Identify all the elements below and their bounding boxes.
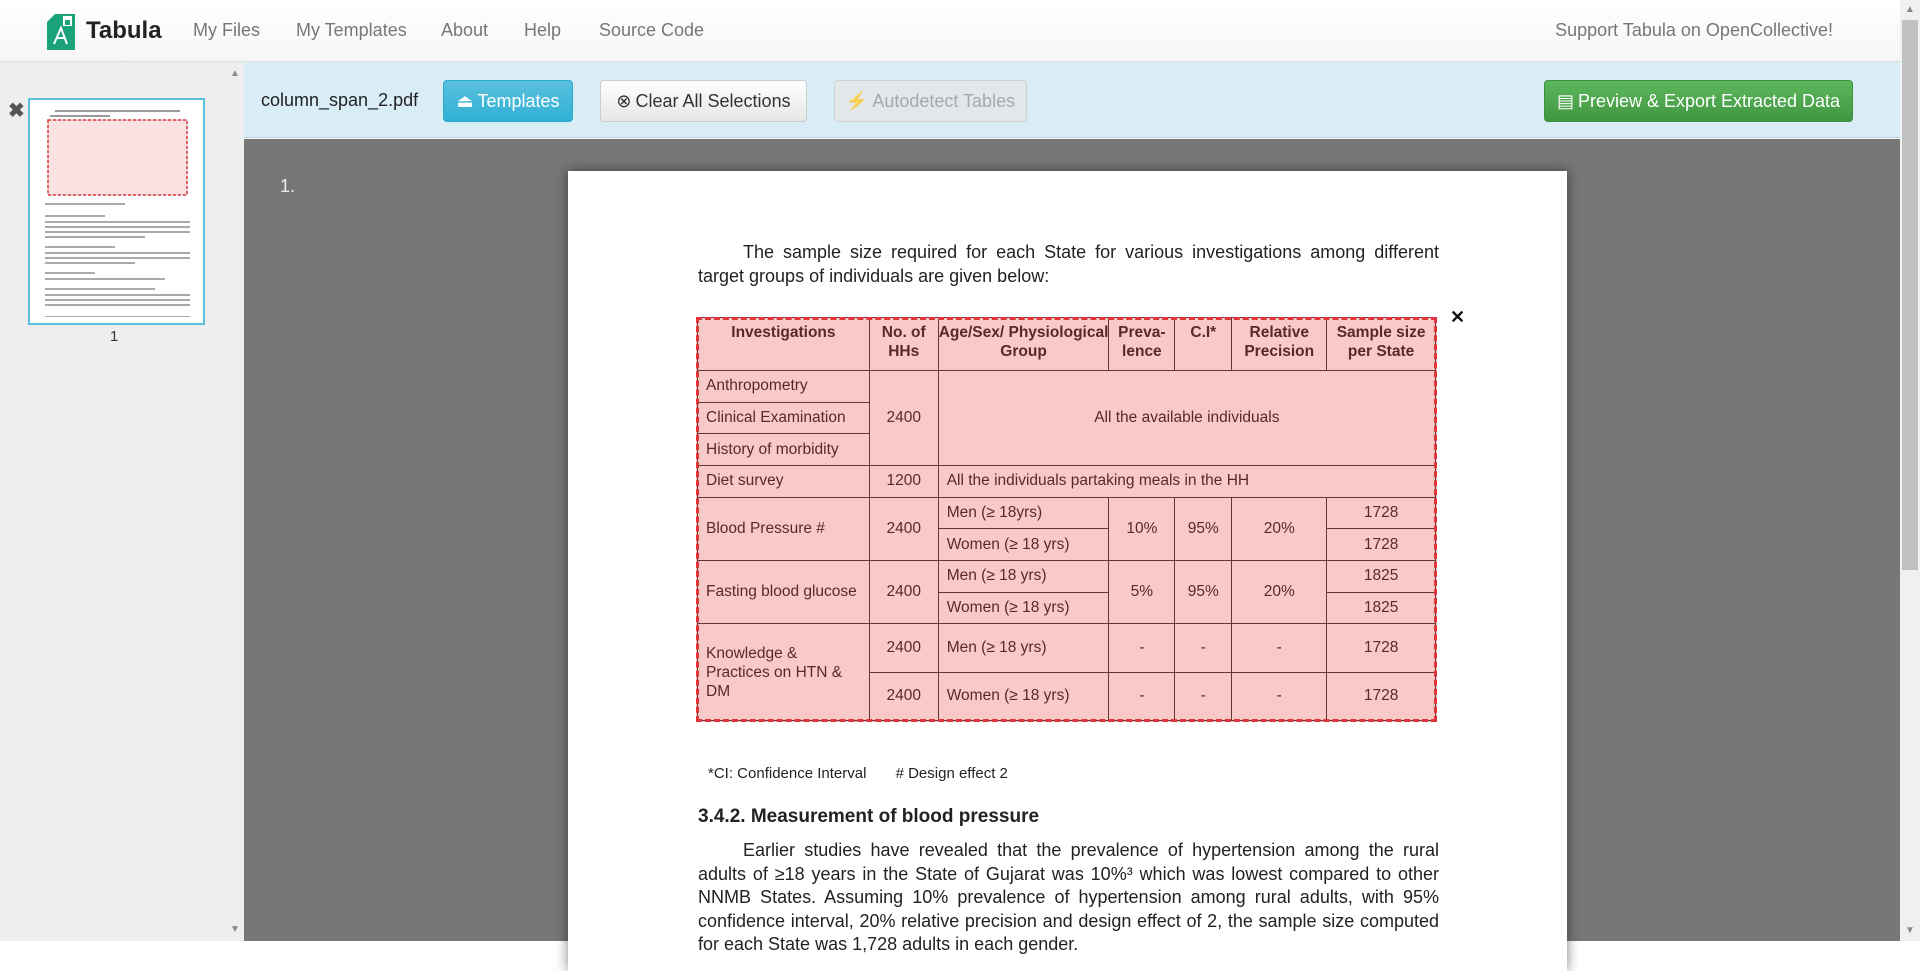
sidebar-scrollbar[interactable] bbox=[226, 62, 244, 941]
cell: Women (≥ 18 yrs) bbox=[938, 529, 1109, 561]
scroll-down-icon[interactable]: ▼ bbox=[1905, 925, 1915, 936]
cell: 5% bbox=[1109, 560, 1175, 623]
nav-about[interactable]: About bbox=[441, 20, 489, 40]
cell: Men (≥ 18 yrs) bbox=[938, 560, 1109, 592]
preview-export-button[interactable] bbox=[1544, 80, 1853, 122]
cell: History of morbidity bbox=[698, 434, 870, 466]
cell: 10% bbox=[1109, 497, 1175, 560]
autodetect-tables-button[interactable] bbox=[834, 80, 1027, 122]
scroll-up-icon[interactable]: ▲ bbox=[230, 68, 240, 79]
nav-source-code[interactable]: Source Code bbox=[599, 20, 705, 40]
cell: Fasting blood glucose bbox=[698, 560, 870, 623]
header-cell: Investigations bbox=[698, 318, 870, 371]
toolbar bbox=[244, 62, 1900, 138]
cell: 2400 bbox=[869, 371, 938, 466]
pdf-viewer bbox=[244, 139, 1900, 955]
nav-help[interactable]: Help bbox=[524, 20, 562, 40]
page-number: 1. bbox=[280, 176, 296, 196]
cell: - bbox=[1175, 624, 1232, 672]
nav-my-files[interactable]: My Files bbox=[193, 20, 260, 40]
cell: 95% bbox=[1175, 560, 1232, 623]
cell: - bbox=[1109, 672, 1175, 720]
cell: 95% bbox=[1175, 497, 1232, 560]
footnote: *CI: Confidence Interval # Design effect 2 bbox=[708, 765, 1008, 782]
remove-selection-close-icon[interactable]: ✕ bbox=[1450, 307, 1466, 327]
header-cell: Sample size per State bbox=[1327, 318, 1436, 371]
header-cell: No. of HHs bbox=[869, 318, 938, 371]
navbar bbox=[0, 0, 1900, 62]
close-icon[interactable]: ✖ bbox=[8, 100, 25, 122]
cell: 1200 bbox=[869, 465, 938, 497]
scroll-up-icon[interactable]: ▲ bbox=[1905, 4, 1915, 15]
header-cell: C.I* bbox=[1175, 318, 1232, 371]
cell: Diet survey bbox=[698, 465, 870, 497]
preview-label: Preview & Export Extracted Data bbox=[1577, 90, 1841, 111]
cell: - bbox=[1109, 624, 1175, 672]
cell: 1728 bbox=[1327, 624, 1436, 672]
cell: Clinical Examination bbox=[698, 402, 870, 434]
cell: Knowledge & Practices on HTN & DM bbox=[698, 624, 870, 721]
cell: 1728 bbox=[1327, 672, 1436, 720]
autodetect-label: Autodetect Tables bbox=[872, 90, 1016, 111]
body-paragraph: Earlier studies have revealed that the prevalence of hypertension among the rural adults of ≥18 years in the State of Gujarat was 10%³ which was lowest compared to other NNMB States. Assuming 10% prevalence of hypertension among rural adults, with 95% confidence interval, 20% relative precision and design effect of 2, the sample size computed for each State was 1,728 adults in each gender. bbox=[698, 840, 1439, 955]
brand[interactable]: Tabula bbox=[86, 17, 162, 44]
cell: 1728 bbox=[1327, 529, 1436, 561]
templates-label: Templates bbox=[477, 90, 560, 111]
header-cell: Preva- lence bbox=[1109, 318, 1175, 371]
cell: Anthropometry bbox=[698, 371, 870, 403]
cell: 2400 bbox=[869, 624, 938, 672]
page-scrollbar[interactable] bbox=[1900, 0, 1920, 941]
cell: Blood Pressure # bbox=[698, 497, 870, 560]
intro-text: The sample size required for each State for various investigations among different target groups of individuals are given below: bbox=[698, 242, 1439, 286]
templates-button[interactable] bbox=[443, 80, 573, 122]
cell: - bbox=[1232, 672, 1327, 720]
cell: 1825 bbox=[1327, 560, 1436, 592]
cell: All the available individuals bbox=[938, 371, 1435, 466]
cell: 2400 bbox=[869, 560, 938, 623]
cell: All the individuals partaking meals in the HH bbox=[938, 465, 1435, 497]
clear-all-selections-button[interactable] bbox=[600, 80, 807, 122]
scrollbar-thumb[interactable] bbox=[1902, 20, 1918, 570]
page-thumbnail[interactable] bbox=[28, 98, 205, 325]
clear-label: Clear All Selections bbox=[635, 90, 791, 111]
flash-icon: ⚡ bbox=[845, 90, 869, 111]
cell: - bbox=[1175, 672, 1232, 720]
table-selection-area[interactable] bbox=[696, 317, 1437, 722]
cell: 20% bbox=[1232, 497, 1327, 560]
list-icon: ▤ bbox=[1556, 90, 1574, 111]
tabula-logo-icon[interactable] bbox=[47, 14, 75, 50]
cell: 1825 bbox=[1327, 592, 1436, 624]
template-icon: ⏏ bbox=[456, 90, 474, 111]
header-cell: Relative Precision bbox=[1232, 318, 1327, 371]
thumbnail-page-number: 1 bbox=[110, 328, 119, 345]
nav-my-templates[interactable]: My Templates bbox=[296, 20, 407, 40]
cell: 2400 bbox=[869, 497, 938, 560]
cell: Men (≥ 18 yrs) bbox=[938, 624, 1109, 672]
cell: - bbox=[1232, 624, 1327, 672]
remove-circle-icon: ⊗ bbox=[616, 90, 632, 111]
nav-support[interactable]: Support Tabula on OpenCollective! bbox=[1555, 20, 1833, 40]
scroll-down-icon[interactable]: ▼ bbox=[230, 924, 240, 935]
pdf-page[interactable] bbox=[568, 171, 1567, 971]
section-heading: 3.4.2. Measurement of blood pressure bbox=[698, 806, 1040, 827]
thumbnail-preview bbox=[30, 100, 203, 323]
cell: 1728 bbox=[1327, 497, 1436, 529]
cell: Women (≥ 18 yrs) bbox=[938, 672, 1109, 720]
filename: column_span_2.pdf bbox=[261, 90, 419, 110]
cell: Women (≥ 18 yrs) bbox=[938, 592, 1109, 624]
header-cell: Age/Sex/ Physiological Group bbox=[938, 318, 1109, 371]
cell: 20% bbox=[1232, 560, 1327, 623]
cell: Men (≥ 18yrs) bbox=[938, 497, 1109, 529]
cell: 2400 bbox=[869, 672, 938, 720]
